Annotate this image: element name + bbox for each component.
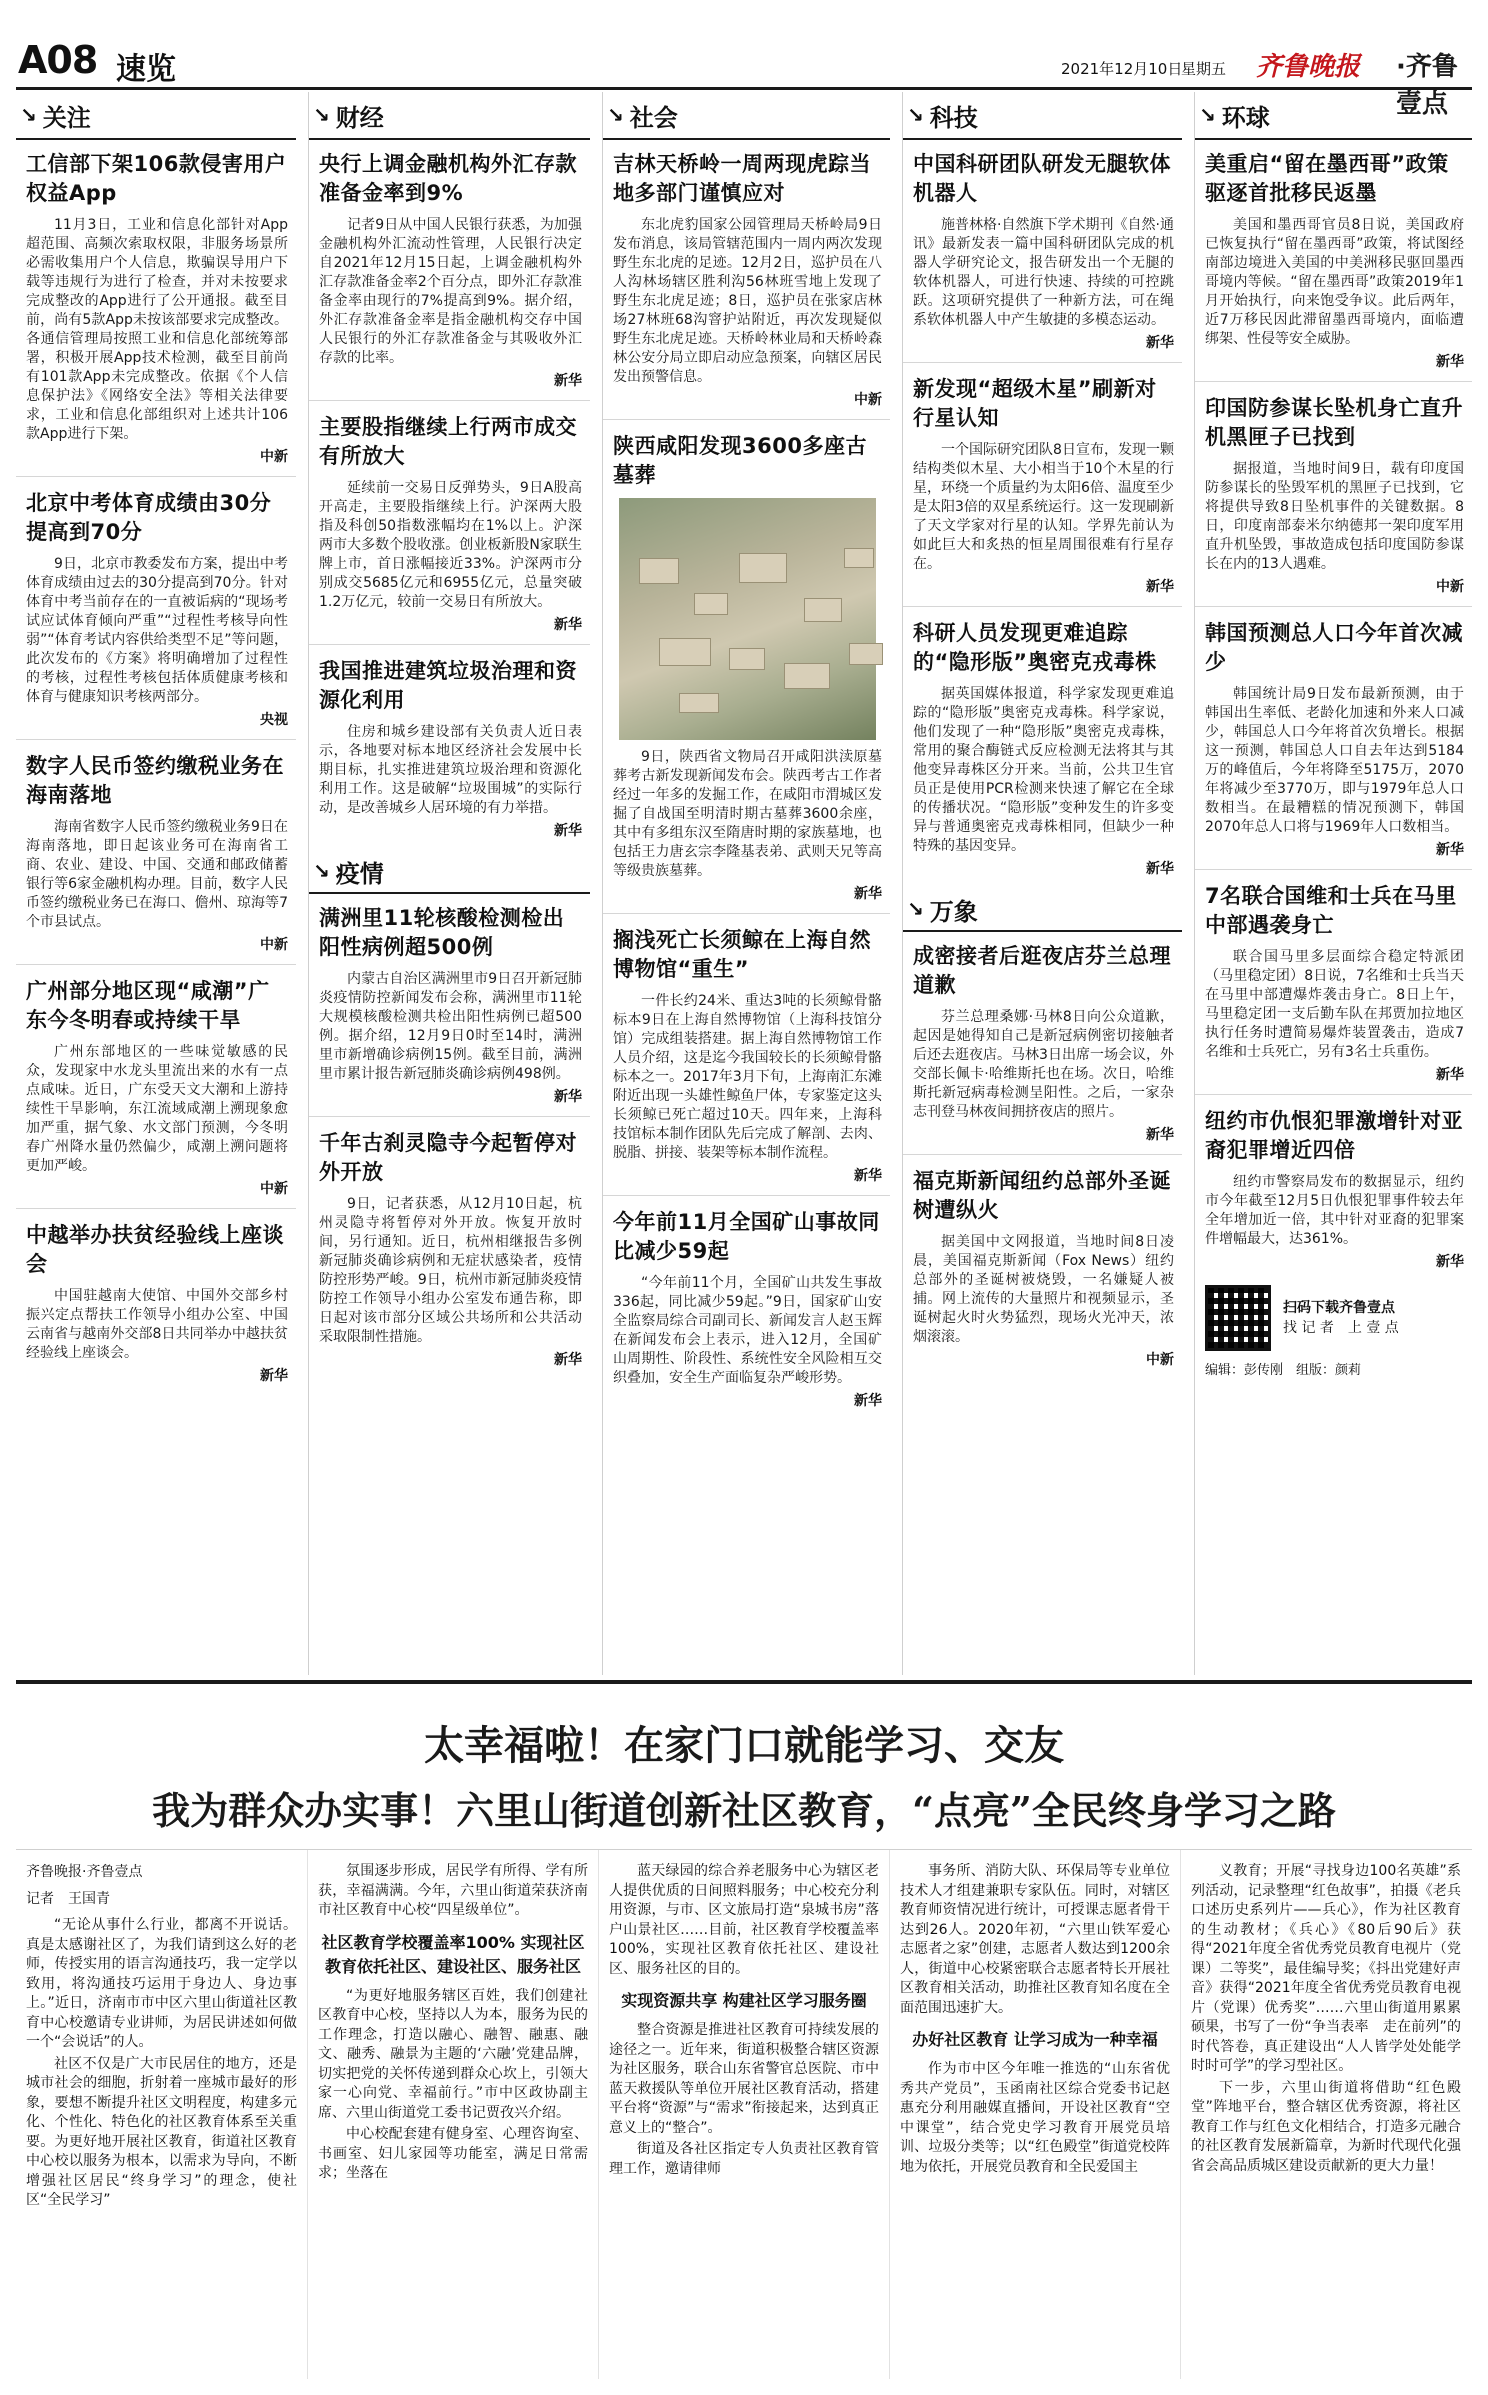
corner-arrow-icon: ↘: [907, 897, 924, 921]
article: [1195, 869, 1472, 1084]
issue-date: 2021年12月10日: [1061, 60, 1183, 78]
article-title: 美重启“留在墨西哥”政策驱逐首批移民返墨: [1205, 152, 1449, 205]
feature-paragraph: 事务所、消防大队、环保局等专业单位技术人才组建兼职专家队伍。同时，对辖区教育师资情况进行统计，可授课志愿者骨干达到26人。2020年初，“六里山铁军爱心志愿者之家”创建，志愿者人数达到1200余人，街道中心校紧密联合志愿者特长开展社区教育相关活动，助推社区教育知名度在全面范围迅速扩大。: [900, 1863, 1170, 2016]
corner-arrow-icon: ↘: [1199, 103, 1216, 127]
article-body: 住房和城乡建设部有关负责人近日表示，各地要对标本地区经济社会发展中长期目标，扎实推进建筑垃圾治理和资源化利用工作。这是破解“垃圾围城”的实际行动，是改善城乡人居环境的有力举措。: [319, 724, 582, 816]
column-header: [903, 92, 1182, 140]
article-source: 新华: [554, 1352, 582, 1368]
article-source: 新华: [1436, 1254, 1464, 1270]
article-body: 一件长约24米、重达3吨的长须鲸骨骼标本9日在上海自然博物馆（上海科技馆分馆）完成组装搭建。据上海自然博物馆工作人员介绍，这是迄今我国较长的长须鲸骨骼标本之一。2017年3月下旬，上海南汇东滩附近出现一头雄性鲸鱼尸体，专家鉴定这头长须鲸已死亡超过10天。四年来，上海科技馆标本制作团队先后完成了解剖、去肉、脱脂、拼接、装架等标本制作流程。: [613, 993, 882, 1161]
column-header: [603, 92, 890, 140]
article-source: 新华: [1146, 335, 1174, 351]
column-category: 万象: [929, 897, 978, 926]
article-body: 内蒙古自治区满洲里市9日召开新冠肺炎疫情防控新闻发布会称，满洲里市11轮大规模核酸检测共检出阳性病例已超500例。据介绍，12月9日0时至14时，满洲里市新增确诊病例15例。截至目前，满洲里市累计报告新冠肺炎确诊病例498例。: [319, 971, 582, 1082]
article-body: 11月3日，工业和信息化部针对App超范围、高频次索取权限，非服务场景所必需收集用户个人信息，欺骗误导用户下载等违规行为进行了检查，并对未按要求完成整改的App进行了公开通报。截至目前，尚有5款App未按该部要求完成整改。各通信管理局按照工业和信息化部统筹部署，积极开展App技术检测，截至目前尚有101款App未完成整改。依据《个人信息保护法》《网络安全法》等相关法律要求，工业和信息化部组织对上述共计106款App进行下架。: [26, 217, 288, 442]
article-title: 我国推进建筑垃圾治理和资源化利用: [319, 659, 577, 712]
article-source: 新华: [260, 1368, 288, 1384]
feature-section-heading: 社区教育学校覆盖率100% 实现社区教育依托社区、建设社区、服务社区: [321, 1932, 585, 1976]
article-title: 吉林天桥岭一周两现虎踪当地多部门谨慎应对: [613, 152, 871, 205]
article: [16, 150, 296, 466]
article-source: 新华: [554, 373, 582, 389]
byline-reporter: 记者 王国青: [26, 1891, 110, 1907]
feature-section-heading: 实现资源共享 构建社区学习服务圈: [621, 1991, 867, 2010]
article-source: 新华: [1146, 861, 1174, 877]
article: [903, 150, 1182, 352]
article-source: 新华: [1436, 1067, 1464, 1083]
article-body: 海南省数字人民币签约缴税业务9日在海南落地，即日起该业务可在海南省工商、农业、建设、中国、交通和邮政储蓄银行等6家金融机构办理。目前，数字人民币签约缴税业务已在海口、儋州、琼海等7个市县试点。: [26, 819, 288, 930]
feature-paragraph: 蓝天绿园的综合养老服务中心为辖区老人提供优质的日间照料服务；中心校充分利用资源，与市、区文旅局打造“泉城书房”落户山景社区……目前，社区教育学校覆盖率100%，实现社区教育依托社区、建设社区、服务社区的目的。: [609, 1863, 879, 1977]
article-body: 韩国统计局9日发布最新预测，由于韩国出生率低、老龄化加速和外来人口减少，韩国总人口今年将首次负增长。根据这一预测，韩国总人口自去年达到5184万的峰值后，今年将降至5175万，2070年将减少至3770万，即与1979年总人口数相当。在最糟糕的情况预测下，韩国2070年总人口将与1969年人口数相当。: [1205, 686, 1464, 835]
article-title: 成密接者后逛夜店芬兰总理道歉: [913, 944, 1171, 997]
article-title: 福克斯新闻纽约总部外圣诞树遭纵火: [913, 1169, 1171, 1222]
article-body: 联合国马里多层面综合稳定特派团（马里稳定团）8日说，7名维和士兵当天在马里中部遭爆炸袭击身亡。8日上午，马里稳定团一支后勤车队在邦贾加拉地区执行任务时遭简易爆炸装置袭击，造成7名维和士兵死亡，另有3名士兵重伤。: [1205, 949, 1464, 1060]
article-body: 据英国媒体报道，科学家发现更难追踪的“隐形版”奥密克戎毒株。科学家说，他们发现了一种“隐形版”奥密克戎毒株，常用的聚合酶链式反应检测无法将其与其他变异毒株区分开来。当前，公共卫生官员正是使用PCR检测来快速了解它在全球的传播状况。“隐形版”变种发生的许多变异与普通奥密克戎毒株相同，但缺少一种特殊的基因变异。: [913, 686, 1174, 854]
article-body: 广州东部地区的一些味觉敏感的民众，发现家中水龙头里流出来的水有一点点咸味。近日，广东受天文大潮和上游持续性干旱影响，东江流域咸潮上溯现象愈加严重，据气象、水文部门预测，今冬明春广州降水量仍然偏少，咸潮上溯问题将更加严峻。: [26, 1044, 288, 1174]
article-source: 新华: [1436, 354, 1464, 370]
article-body: 据美国中文网报道，当地时间8日凌晨，美国福克斯新闻（Fox News）纽约总部外的圣诞树被烧毁，一名嫌疑人被捕。网上流传的大量照片和视频显示，圣诞树起火时火势猛烈，现场火光冲天，浓烟滚滚。: [913, 1234, 1174, 1345]
excavation-site-photo: [619, 498, 876, 740]
page-number: A08: [18, 38, 98, 82]
feature-story: [16, 1680, 1475, 2380]
article-source: 新华: [854, 1168, 882, 1184]
article: [309, 150, 590, 390]
article: [603, 913, 890, 1185]
article-source: 新华: [554, 617, 582, 633]
article: [903, 362, 1182, 596]
newspaper-logo: 齐鲁晚报: [1256, 52, 1361, 82]
article-source: 新华: [1146, 579, 1174, 595]
article-title: 印国防参谋长坠机身亡直升机黑匣子已找到: [1205, 396, 1463, 449]
article-body: 9日，北京市教委发布方案，提出中考体育成绩由过去的30分提高到70分。针对体育中考当前存在的一直被诟病的“现场考试应试体育倾向严重”“过程性考核导向性弱”“体育考试内容供给类型不足”等问题，此次发布的《方案》将明确增加了过程性的考核，过程性考核包括体质健康考核和体育与健康知识考核两部分。: [26, 556, 288, 705]
column-subheader: [903, 888, 1182, 932]
feature-paragraph: 整合资源是推进社区教育可持续发展的途径之一。近年来，街道积极整合辖区资源为社区服务，联合山东省警官总医院、市中蓝天救援队等单位开展社区教育活动，搭建平台将“资源”与“需求”衔接起来，达到真正意义上的“整合”。: [609, 2022, 879, 2136]
article-title: 中越举办扶贫经验线上座谈会: [26, 1223, 284, 1276]
feature-paragraph: 社区不仅是广大市民居住的地方，还是城市社会的细胞，折射着一座城市最好的形象，要想不断提升社区文明程度，构建多元化、个性化、特色化的社区教育体系至关重要。为更好地开展社区教育，街道社区教育中心校以服务为根本，以需求为导向，不断增强社区居民“终身学习”的理念，使社区“全民学习”: [26, 2055, 297, 2208]
article-title: 千年古刹灵隐寺今起暂停对外开放: [319, 1131, 577, 1184]
article-body: 延续前一交易日反弹势头，9日A股高开高走，主要股指继续上行。沪深两大股指及科创50指数涨幅均在1%以上。沪深两市大多数个股收涨。创业板新股N家联生牌上市，首日涨幅接近33%。沪深两市分别成交5685亿元和6955亿元，总量突破1.2万亿元，较前一交易日有所放大。: [319, 480, 582, 610]
issue-weekday: 星期五: [1181, 60, 1227, 78]
article-source: 中新: [854, 392, 882, 408]
article-title: 满洲里11轮核酸检测检出阳性病例超500例: [319, 906, 565, 959]
article-body: 一个国际研究团队8日宣布，发现一颗结构类似木星、大小相当于10个木星的行星，环绕一个质量约为太阳6倍、温度至少是太阳3倍的双星系统运行。这一发现刷新了天文学家对行星的认知。学界先前认为如此巨大和炙热的恒星周围很难有行星存在。: [913, 442, 1174, 572]
feature-paragraph: 中心校配套建有健身室、心理咨询室、书画室、妇儿家园等功能室，满足日常需求；坐落在: [318, 2126, 588, 2181]
column-category: 关注: [42, 103, 91, 132]
article: [16, 739, 296, 954]
feature-column: [16, 1850, 307, 2379]
qr-subcaption: 找 记 者 上 壹 点: [1283, 1320, 1399, 1336]
article: [603, 419, 890, 903]
article-title: 搁浅死亡长须鲸在上海自然博物馆“重生”: [613, 928, 871, 981]
article-body: 中国驻越南大使馆、中国外交部乡村振兴定点帮扶工作领导小组办公室、中国云南省与越南外交部8日共同举办中越扶贫经验线上座谈会。: [26, 1288, 288, 1361]
article-title: 科研人员发现更难追踪的“隐形版”奥密克戎毒株: [913, 621, 1157, 674]
article-title: 数字人民币签约缴税业务在海南落地: [26, 754, 284, 807]
article-body: 施普林格·自然旗下学术期刊《自然·通讯》最新发表一篇中国科研团队完成的机器人学研究论文，报告研发出一个无腿的软体机器人，可进行快速、持续的可控跳跃。这项研究提供了一种新方法，可在绳系软体机器人中产生敏捷的多模态运动。: [913, 217, 1174, 328]
article-title: 新发现“超级木星”刷新对行星认知: [913, 377, 1157, 430]
article-title: 中国科研团队研发无腿软体机器人: [913, 152, 1171, 205]
column-huanqiu: [1194, 92, 1472, 1675]
article-source: 新华: [1436, 842, 1464, 858]
article-title: 北京中考体育成绩由30分提高到70分: [26, 491, 272, 544]
article: [309, 1116, 590, 1369]
article-source: 央视: [260, 712, 288, 728]
feature-column: [307, 1850, 598, 2379]
article-title: 工信部下架106款侵害用户权益App: [26, 152, 287, 205]
article-body: 9日，记者获悉，从12月10日起，杭州灵隐寺将暂停对外开放。恢复开放时间，另行通知。近日，杭州相继报告多例新冠肺炎确诊病例和无症状感染者，疫情防控形势严峻。9日，杭州市新冠肺炎疫情防控工作领导小组办公室发布通告称，即日起对该市部分区域公共场所和公共活动采取限制性措施。: [319, 1196, 582, 1345]
app-logo: ·齐鲁壹点: [1396, 52, 1458, 119]
corner-arrow-icon: ↘: [313, 859, 330, 883]
article-title: 主要股指继续上行两市成交有所放大: [319, 415, 577, 468]
byline-outlet: 齐鲁晚报·齐鲁壹点: [26, 1864, 143, 1880]
article: [603, 150, 890, 409]
section-name: 速览: [116, 52, 176, 87]
corner-arrow-icon: ↘: [313, 103, 330, 127]
column-category: 科技: [929, 103, 978, 132]
corner-arrow-icon: ↘: [607, 103, 624, 127]
column-category: 疫情: [335, 859, 384, 888]
article: [903, 1154, 1182, 1369]
column-header: [309, 92, 590, 140]
article-title: 7名联合国维和士兵在马里中部遇袭身亡: [1205, 884, 1457, 937]
column-header: [16, 92, 296, 140]
feature-paragraph: 作为市中区今年唯一推选的“山东省优秀共产党员”，玉函南社区综合党委书记赵惠充分利用融媒直播间，开设社区教育“空中课堂”，结合党史学习教育开展党员培训、垃圾分类等；以“红色殿堂”街道党校阵地为依托，开展党员教育和全民爱国主: [900, 2061, 1170, 2175]
feature-paragraph: 义教育；开展“寻找身边100名英雄”系列活动，记录整理“红色故事”，拍摄《老兵口述历史系列片——兵心》，作为社区教育的生动教材；《兵心》《80后90后》获得“2021年度全省优秀党员教育电视片（党课）二等奖”，最佳编导奖；《抖出党建好声音》获得“2021年度全省优秀党员教育电视片（党课）优秀奖”……六里山街道用累累硕果，书写了一份“争当表率 走在前列”的时代答卷，真正建设出“人人皆学处处能学 时时可学”的学习型社区。: [1191, 1863, 1475, 2074]
corner-arrow-icon: ↘: [20, 103, 37, 127]
article-body: “今年前11个月，全国矿山共发生事故336起，同比减少59起。”9日，国家矿山安全监察局综合司副司长、新闻发言人赵玉辉在新闻发布会上表示，进入12月，全国矿山周期性、阶段性、系统性安全风险相互交织叠加，安全生产面临复杂严峻形势。: [613, 1275, 882, 1386]
article-source: 新华: [854, 886, 882, 902]
article-body: 9日，陕西省文物局召开咸阳洪渎原墓葬考古新发现新闻发布会。陕西考古工作者经过一年多的发掘工作，在咸阳市渭城区发掘了自战国至明清时期古墓葬3600余座，其中有多组东汉至隋唐时期的家族墓地，也包括王力唐玄宗李隆基表弟、武则天兄等高等级贵族墓葬。: [613, 749, 882, 879]
column-shehui: [602, 92, 890, 1675]
article-body: 美国和墨西哥官员8日说，美国政府已恢复执行“留在墨西哥”政策，将试图经南部边境进入美国的中美洲移民驱回墨西哥境内等候。“留在墨西哥”政策2019年1月开始执行，向来饱受争议。此后两年，近7万移民因此滞留墨西哥境内，面临遭绑架、性侵等安全威胁。: [1205, 217, 1464, 347]
article: [603, 1195, 890, 1410]
article: [16, 1208, 296, 1385]
article: [1195, 150, 1472, 371]
column-category: 环球: [1221, 103, 1270, 132]
article-title: 今年前11月全国矿山事故同比减少59起: [613, 1210, 880, 1263]
feature-paragraph: “无论从事什么行业，都离不开说话。真是太感谢社区了，为我们请到这么好的老师，传授实用的语言沟通技巧，我一定学以致用，将沟通技巧运用于身边人、身边事上。”近日，济南市市中区六里山街道社区教育中心校邀请专业讲师，为居民讲述如何做一个“会说话”的人。: [26, 1917, 297, 2050]
column-category: 社会: [629, 103, 678, 132]
column-guanzhu: [16, 92, 296, 1675]
feature-column: [1180, 1850, 1475, 2379]
article: [1195, 606, 1472, 859]
article-title: 韩国预测总人口今年首次减少: [1205, 621, 1463, 674]
article: [16, 476, 296, 729]
qr-caption: 扫码下载齐鲁壹点: [1283, 1300, 1395, 1316]
feature-column: [598, 1850, 889, 2379]
article-title: 陕西咸阳发现3600多座古墓葬: [613, 434, 867, 487]
feature-paragraph: 下一步，六里山街道将借助“红色殿堂”阵地平台，整合辖区优秀资源，将社区教育工作与红色文化相结合，打造多元融合的社区教育发展新篇章，为新时代现代化强省会高品质城区建设贡献新的更大力量！: [1191, 2079, 1461, 2174]
column-header: [1195, 92, 1472, 140]
feature-paragraph: “为更好地服务辖区百姓，我们创建社区教育中心校，坚持以人为本，服务为民的工作理念，打造以融心、融智、融惠、融文、融秀、融景为主题的‘六融’党建品牌，切实把党的关怀传递到群众心坎上，引领大家一心向党、幸福前行。”市中区政协副主席、六里山街道党工委书记贾孜兴介绍。: [318, 1987, 588, 2121]
article-source: 中新: [260, 1181, 288, 1197]
article-title: 广州部分地区现“咸潮”广东今冬明春或持续干旱: [26, 979, 270, 1032]
article-body: 记者9日从中国人民银行获悉，为加强金融机构外汇流动性管理，人民银行决定自2021年12月15日起，上调金融机构外汇存款准备金率2个百分点，即外汇存款准备金率由现行的7%提高到9%。据介绍，外汇存款准备金率是指金融机构交存中国人民银行的外汇存款准备金与其吸收外汇存款的比率。: [319, 217, 582, 366]
feature-column: [889, 1850, 1180, 2379]
article: [1195, 1094, 1472, 1271]
article: [903, 942, 1182, 1144]
article: [309, 644, 590, 840]
article-source: 中新: [1146, 1352, 1174, 1368]
article-source: 新华: [854, 1393, 882, 1409]
article: [309, 904, 590, 1106]
article-body: 东北虎豹国家公园管理局天桥岭局9日发布消息，该局管辖范围内一周内两次发现野生东北虎的足迹。12月2日，巡护员在八人沟林场辖区胜利沟56林班雪地上发现了野生东北虎足迹；8日，巡护员在张家店林场27林班68沟窨护站附近，再次发现疑似野生东北虎足迹。天桥岭林业局和天桥岭森林公安分局立即启动应急预案，向辖区居民发出预警信息。: [613, 217, 882, 385]
article-title: 央行上调金融机构外汇存款准备金率到9%: [319, 152, 577, 205]
article: [16, 964, 296, 1198]
article-source: 新华: [554, 823, 582, 839]
app-download-promo: [1205, 1285, 1462, 1351]
article-source: 新华: [1146, 1127, 1174, 1143]
article-source: 中新: [260, 937, 288, 953]
feature-headline: 太幸福啦！在家门口就能学习、交友: [424, 1722, 1064, 1769]
article-body: 纽约市警察局发布的数据显示，纽约市今年截至12月5日仇恨犯罪事件较去年全年增加近一倍，其中针对亚裔的犯罪案件增幅最大，达361%。: [1205, 1174, 1464, 1247]
article: [903, 606, 1182, 878]
column-keji: [902, 92, 1182, 1675]
article: [1195, 381, 1472, 596]
article-source: 中新: [1436, 579, 1464, 595]
column-subheader: [309, 850, 590, 894]
article: [309, 400, 590, 634]
corner-arrow-icon: ↘: [907, 103, 924, 127]
feature-paragraph: 街道及各社区指定专人负责社区教育管理工作，邀请律师: [609, 2141, 879, 2177]
article-body: 据报道，当地时间9日，载有印度国防参谋长的坠毁军机的黑匣子已找到，它将提供导致8日坠机事件的关键数据。8日，印度南部泰米尔纳德邦一架印度军用直升机坠毁，事故造成包括印度国防参谋长在内的13人遇难。: [1205, 461, 1464, 572]
article-source: 新华: [554, 1089, 582, 1105]
feature-section-heading: 办好社区教育 让学习成为一种幸福: [912, 2030, 1158, 2049]
feature-paragraph: 氛围逐步形成，居民学有所得、学有所获，幸福满满。今年，六里山街道荣获济南市社区教育中心校“四星级单位”。: [318, 1863, 588, 1918]
feature-body: [16, 1849, 1475, 2379]
column-category: 财经: [335, 103, 384, 132]
feature-subheadline: 我为群众办实事！六里山街道创新社区教育，“点亮”全民终身学习之路: [152, 1788, 1336, 1833]
article-body: 芬兰总理桑娜·马林8日向公众道歉，起因是她得知自己是新冠病例密切接触者后还去逛夜店。马林3日出席一场会议，外交部长佩卡·哈维斯托也在场。次日，哈维斯托新冠病毒检测呈阳性。之后，一家杂志刊登马林夜间拥挤夜店的照片。: [913, 1009, 1174, 1120]
qr-code-icon[interactable]: [1205, 1285, 1271, 1351]
article-source: 中新: [260, 449, 288, 465]
editor-credits: 编辑：彭传刚 组版：颜莉: [1205, 1363, 1362, 1378]
article-title: 纽约市仇恨犯罪激增针对亚裔犯罪增近四倍: [1205, 1109, 1463, 1162]
column-caijing: [308, 92, 590, 1675]
